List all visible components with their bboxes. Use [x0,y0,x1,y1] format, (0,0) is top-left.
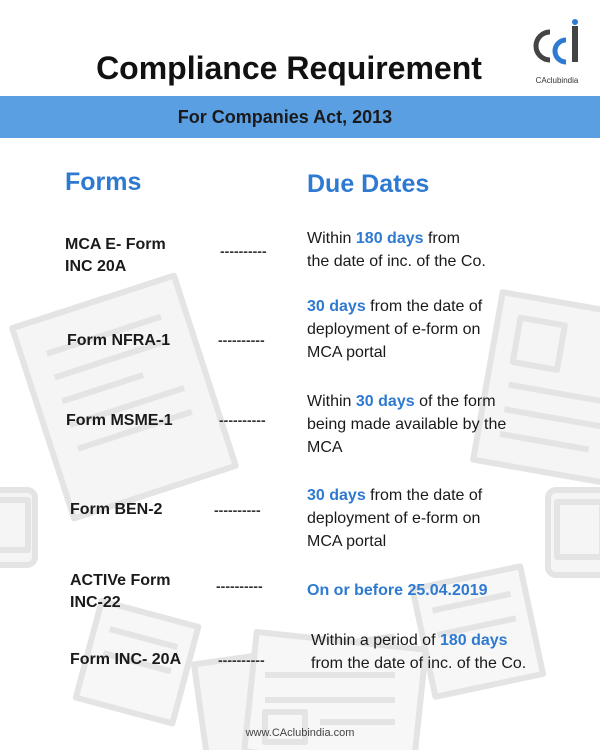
due-highlight: 30 days [355,393,415,410]
due-line [307,579,488,602]
tablet-right-icon [548,490,600,575]
dash-separator: ---------- [214,502,261,518]
due-text: Within a period of [311,632,440,649]
due-line [307,295,482,318]
form-name-line: ACTIVe Form [70,572,171,589]
due-text: of the form [414,393,496,410]
due-line [307,227,486,250]
due-date-1 [307,227,486,273]
caclubindia-logo-icon [528,18,586,84]
subtitle: For Companies Act, 2013 [177,107,393,127]
form-name-line: INC 20A [65,258,127,275]
dash-separator: ---------- [218,332,265,348]
form-name-line: INC-22 [70,594,121,611]
form-name-4: Form BEN-2 [70,501,163,518]
paper-left-icon [12,276,235,519]
due-date-2 [307,295,482,364]
form-name-1 [65,234,166,278]
dash-separator: ---------- [216,578,263,594]
due-line [311,629,526,652]
dash-separator: ---------- [219,412,266,428]
due-line: MCA portal [307,533,387,550]
due-dates-heading: Due Dates [307,170,430,198]
due-line: deployment of e-form on [307,510,481,527]
due-text: from the date of [365,487,483,504]
due-line: the date of inc. of the Co. [307,253,486,270]
footer-url: www.CAclubindia.com [245,727,355,739]
form-name-line: MCA E- Form [65,236,166,253]
due-date-3 [307,390,506,459]
due-text: from [423,230,460,247]
form-name-6: Form INC- 20A [70,651,182,668]
due-line [307,484,482,507]
due-date-4 [307,484,482,553]
page-title: Compliance Requirement [96,50,482,86]
due-text: Within [307,230,356,247]
due-date-6 [311,629,526,675]
due-line: deployment of e-form on [307,321,481,338]
form-name-2: Form NFRA-1 [67,332,171,349]
form-name-5 [70,570,170,614]
dash-separator: ---------- [218,652,265,668]
due-line: MCA portal [307,344,387,361]
due-highlight: 180 days [439,632,508,649]
tablet-left-icon [0,490,35,565]
due-line: being made available by the [307,416,507,433]
due-highlight: 180 days [355,230,424,247]
form-name-3: Form MSME-1 [66,412,173,429]
due-text: from the date of [365,298,483,315]
due-highlight: 30 days [307,487,366,504]
logo-name: CAclubindia [535,76,579,85]
due-date-5 [307,579,488,602]
due-text: Within [307,393,356,410]
due-line: MCA [307,439,343,456]
forms-heading: Forms [65,168,142,196]
due-highlight: On or before 25.04.2019 [307,582,488,599]
dash-separator: ---------- [220,243,267,259]
due-line: from the date of inc. of the Co. [311,655,527,672]
due-line [307,390,506,413]
due-highlight: 30 days [307,298,366,315]
